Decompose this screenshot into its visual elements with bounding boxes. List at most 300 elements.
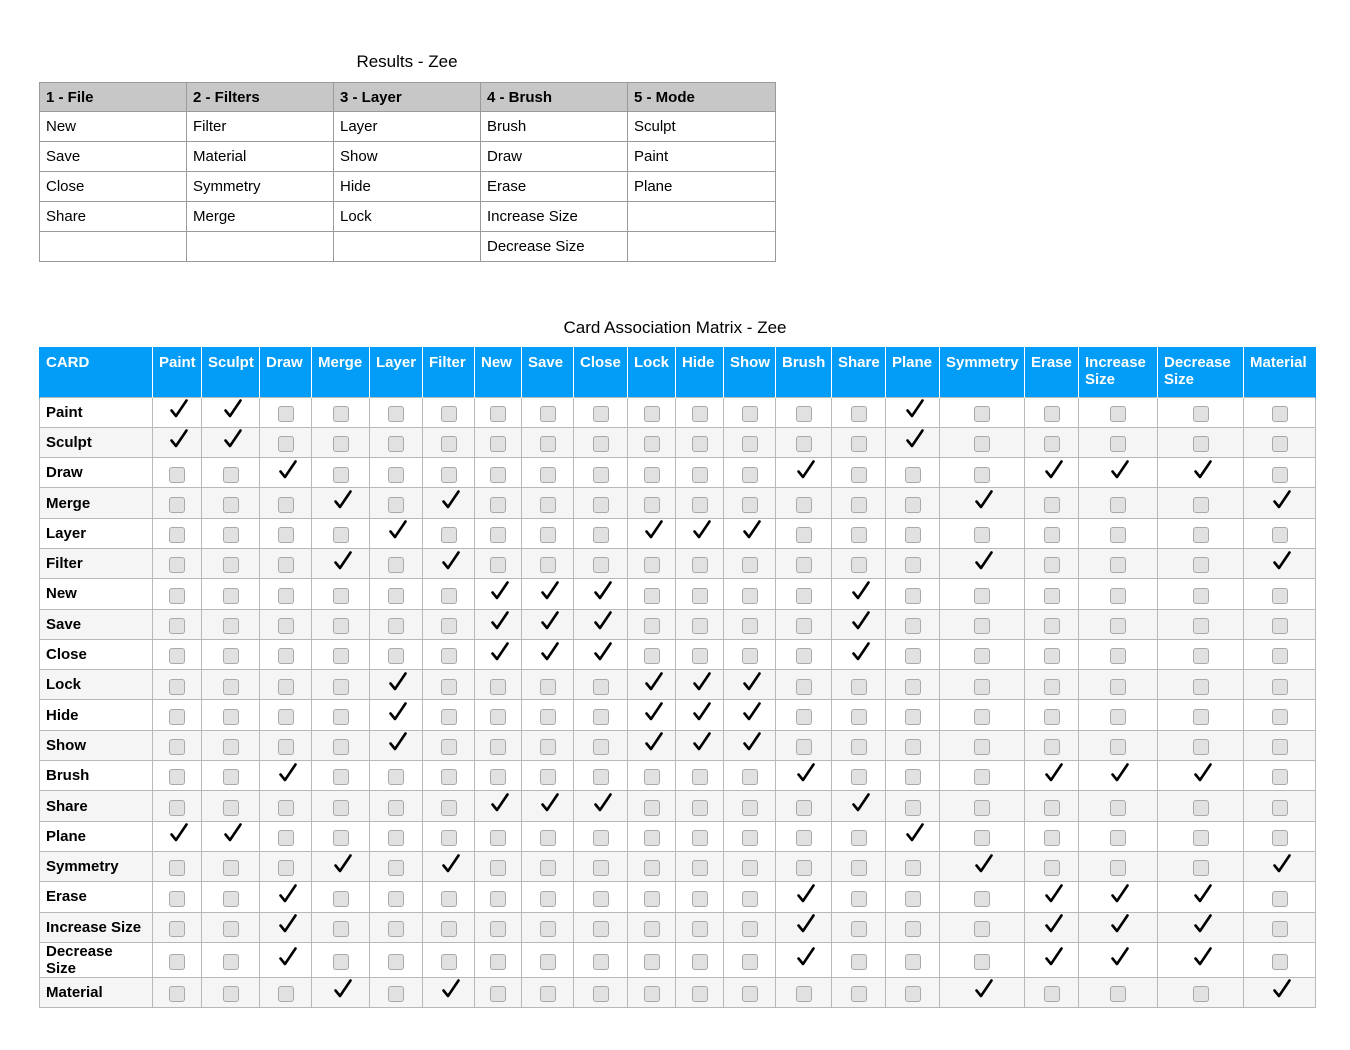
empty-checkbox[interactable]: [905, 679, 921, 695]
empty-checkbox[interactable]: [540, 497, 556, 513]
empty-checkbox[interactable]: [905, 648, 921, 664]
empty-checkbox[interactable]: [593, 527, 609, 543]
empty-checkbox[interactable]: [278, 436, 294, 452]
empty-checkbox[interactable]: [169, 800, 185, 816]
empty-checkbox[interactable]: [851, 497, 867, 513]
empty-checkbox[interactable]: [1110, 557, 1126, 573]
checkmark-icon[interactable]: [1272, 551, 1292, 571]
checkmark-icon[interactable]: [278, 947, 298, 967]
checkmark-icon[interactable]: [278, 914, 298, 934]
empty-checkbox[interactable]: [388, 618, 404, 634]
empty-checkbox[interactable]: [796, 986, 812, 1002]
empty-checkbox[interactable]: [441, 679, 457, 695]
empty-checkbox[interactable]: [490, 739, 506, 755]
empty-checkbox[interactable]: [593, 769, 609, 785]
checkmark-icon[interactable]: [1193, 947, 1213, 967]
empty-checkbox[interactable]: [388, 891, 404, 907]
empty-checkbox[interactable]: [169, 986, 185, 1002]
checkmark-icon[interactable]: [1044, 914, 1064, 934]
empty-checkbox[interactable]: [644, 921, 660, 937]
empty-checkbox[interactable]: [223, 860, 239, 876]
empty-checkbox[interactable]: [278, 739, 294, 755]
empty-checkbox[interactable]: [278, 648, 294, 664]
empty-checkbox[interactable]: [540, 467, 556, 483]
empty-checkbox[interactable]: [333, 436, 349, 452]
empty-checkbox[interactable]: [851, 739, 867, 755]
empty-checkbox[interactable]: [1110, 739, 1126, 755]
checkmark-icon[interactable]: [905, 823, 925, 843]
checkmark-icon[interactable]: [388, 732, 408, 752]
empty-checkbox[interactable]: [169, 557, 185, 573]
checkmark-icon[interactable]: [388, 520, 408, 540]
empty-checkbox[interactable]: [388, 986, 404, 1002]
empty-checkbox[interactable]: [540, 830, 556, 846]
empty-checkbox[interactable]: [692, 800, 708, 816]
empty-checkbox[interactable]: [905, 527, 921, 543]
empty-checkbox[interactable]: [593, 679, 609, 695]
empty-checkbox[interactable]: [441, 406, 457, 422]
empty-checkbox[interactable]: [278, 709, 294, 725]
checkmark-icon[interactable]: [974, 854, 994, 874]
checkmark-icon[interactable]: [644, 702, 664, 722]
empty-checkbox[interactable]: [1044, 527, 1060, 543]
empty-checkbox[interactable]: [1272, 618, 1288, 634]
empty-checkbox[interactable]: [490, 986, 506, 1002]
empty-checkbox[interactable]: [1044, 618, 1060, 634]
empty-checkbox[interactable]: [278, 986, 294, 1002]
empty-checkbox[interactable]: [1044, 860, 1060, 876]
empty-checkbox[interactable]: [851, 986, 867, 1002]
empty-checkbox[interactable]: [905, 921, 921, 937]
empty-checkbox[interactable]: [593, 557, 609, 573]
empty-checkbox[interactable]: [644, 557, 660, 573]
empty-checkbox[interactable]: [796, 860, 812, 876]
empty-checkbox[interactable]: [540, 921, 556, 937]
empty-checkbox[interactable]: [333, 921, 349, 937]
empty-checkbox[interactable]: [1272, 588, 1288, 604]
empty-checkbox[interactable]: [644, 860, 660, 876]
checkmark-icon[interactable]: [1272, 979, 1292, 999]
empty-checkbox[interactable]: [223, 527, 239, 543]
empty-checkbox[interactable]: [1193, 557, 1209, 573]
empty-checkbox[interactable]: [692, 648, 708, 664]
empty-checkbox[interactable]: [905, 497, 921, 513]
empty-checkbox[interactable]: [1272, 406, 1288, 422]
checkmark-icon[interactable]: [1272, 854, 1292, 874]
empty-checkbox[interactable]: [278, 588, 294, 604]
checkmark-icon[interactable]: [540, 642, 560, 662]
empty-checkbox[interactable]: [223, 769, 239, 785]
empty-checkbox[interactable]: [1110, 648, 1126, 664]
checkmark-icon[interactable]: [540, 793, 560, 813]
empty-checkbox[interactable]: [490, 830, 506, 846]
empty-checkbox[interactable]: [490, 406, 506, 422]
empty-checkbox[interactable]: [905, 986, 921, 1002]
empty-checkbox[interactable]: [441, 830, 457, 846]
checkmark-icon[interactable]: [742, 702, 762, 722]
checkmark-icon[interactable]: [333, 490, 353, 510]
empty-checkbox[interactable]: [974, 709, 990, 725]
checkmark-icon[interactable]: [644, 672, 664, 692]
empty-checkbox[interactable]: [169, 891, 185, 907]
empty-checkbox[interactable]: [1272, 800, 1288, 816]
empty-checkbox[interactable]: [490, 679, 506, 695]
empty-checkbox[interactable]: [278, 618, 294, 634]
empty-checkbox[interactable]: [388, 588, 404, 604]
empty-checkbox[interactable]: [974, 406, 990, 422]
empty-checkbox[interactable]: [644, 891, 660, 907]
empty-checkbox[interactable]: [1193, 588, 1209, 604]
checkmark-icon[interactable]: [223, 399, 243, 419]
empty-checkbox[interactable]: [593, 830, 609, 846]
empty-checkbox[interactable]: [490, 921, 506, 937]
empty-checkbox[interactable]: [540, 769, 556, 785]
empty-checkbox[interactable]: [441, 467, 457, 483]
empty-checkbox[interactable]: [851, 557, 867, 573]
empty-checkbox[interactable]: [1044, 588, 1060, 604]
checkmark-icon[interactable]: [441, 490, 461, 510]
empty-checkbox[interactable]: [742, 830, 758, 846]
checkmark-icon[interactable]: [1272, 490, 1292, 510]
empty-checkbox[interactable]: [441, 954, 457, 970]
empty-checkbox[interactable]: [644, 497, 660, 513]
empty-checkbox[interactable]: [441, 739, 457, 755]
empty-checkbox[interactable]: [278, 406, 294, 422]
empty-checkbox[interactable]: [1193, 527, 1209, 543]
empty-checkbox[interactable]: [974, 954, 990, 970]
checkmark-icon[interactable]: [169, 399, 189, 419]
empty-checkbox[interactable]: [278, 527, 294, 543]
empty-checkbox[interactable]: [1193, 860, 1209, 876]
empty-checkbox[interactable]: [742, 769, 758, 785]
checkmark-icon[interactable]: [851, 611, 871, 631]
empty-checkbox[interactable]: [851, 769, 867, 785]
empty-checkbox[interactable]: [974, 739, 990, 755]
empty-checkbox[interactable]: [742, 497, 758, 513]
empty-checkbox[interactable]: [1044, 986, 1060, 1002]
empty-checkbox[interactable]: [742, 618, 758, 634]
empty-checkbox[interactable]: [540, 527, 556, 543]
empty-checkbox[interactable]: [388, 921, 404, 937]
checkmark-icon[interactable]: [1110, 763, 1130, 783]
checkmark-icon[interactable]: [851, 793, 871, 813]
empty-checkbox[interactable]: [742, 557, 758, 573]
empty-checkbox[interactable]: [223, 921, 239, 937]
empty-checkbox[interactable]: [851, 467, 867, 483]
empty-checkbox[interactable]: [1272, 679, 1288, 695]
checkmark-icon[interactable]: [1110, 947, 1130, 967]
empty-checkbox[interactable]: [974, 891, 990, 907]
empty-checkbox[interactable]: [692, 860, 708, 876]
checkmark-icon[interactable]: [540, 611, 560, 631]
empty-checkbox[interactable]: [333, 739, 349, 755]
empty-checkbox[interactable]: [540, 891, 556, 907]
empty-checkbox[interactable]: [851, 891, 867, 907]
empty-checkbox[interactable]: [593, 954, 609, 970]
empty-checkbox[interactable]: [593, 497, 609, 513]
empty-checkbox[interactable]: [388, 557, 404, 573]
empty-checkbox[interactable]: [1110, 860, 1126, 876]
checkmark-icon[interactable]: [169, 429, 189, 449]
empty-checkbox[interactable]: [974, 800, 990, 816]
checkmark-icon[interactable]: [490, 581, 510, 601]
empty-checkbox[interactable]: [169, 497, 185, 513]
empty-checkbox[interactable]: [540, 406, 556, 422]
empty-checkbox[interactable]: [441, 769, 457, 785]
empty-checkbox[interactable]: [593, 467, 609, 483]
empty-checkbox[interactable]: [905, 769, 921, 785]
checkmark-icon[interactable]: [278, 460, 298, 480]
empty-checkbox[interactable]: [441, 588, 457, 604]
checkmark-icon[interactable]: [644, 520, 664, 540]
empty-checkbox[interactable]: [223, 800, 239, 816]
checkmark-icon[interactable]: [1110, 460, 1130, 480]
checkmark-icon[interactable]: [490, 793, 510, 813]
empty-checkbox[interactable]: [1272, 921, 1288, 937]
checkmark-icon[interactable]: [441, 854, 461, 874]
empty-checkbox[interactable]: [796, 527, 812, 543]
empty-checkbox[interactable]: [742, 648, 758, 664]
checkmark-icon[interactable]: [223, 429, 243, 449]
empty-checkbox[interactable]: [388, 406, 404, 422]
empty-checkbox[interactable]: [333, 891, 349, 907]
empty-checkbox[interactable]: [1044, 497, 1060, 513]
empty-checkbox[interactable]: [851, 527, 867, 543]
empty-checkbox[interactable]: [851, 954, 867, 970]
empty-checkbox[interactable]: [223, 467, 239, 483]
checkmark-icon[interactable]: [1193, 460, 1213, 480]
empty-checkbox[interactable]: [441, 436, 457, 452]
empty-checkbox[interactable]: [490, 436, 506, 452]
empty-checkbox[interactable]: [333, 830, 349, 846]
empty-checkbox[interactable]: [644, 648, 660, 664]
empty-checkbox[interactable]: [1110, 497, 1126, 513]
empty-checkbox[interactable]: [490, 557, 506, 573]
checkmark-icon[interactable]: [796, 884, 816, 904]
empty-checkbox[interactable]: [490, 769, 506, 785]
empty-checkbox[interactable]: [388, 467, 404, 483]
checkmark-icon[interactable]: [593, 611, 613, 631]
empty-checkbox[interactable]: [644, 769, 660, 785]
empty-checkbox[interactable]: [692, 557, 708, 573]
checkmark-icon[interactable]: [742, 732, 762, 752]
empty-checkbox[interactable]: [905, 709, 921, 725]
empty-checkbox[interactable]: [223, 679, 239, 695]
empty-checkbox[interactable]: [1272, 739, 1288, 755]
empty-checkbox[interactable]: [1193, 679, 1209, 695]
empty-checkbox[interactable]: [278, 800, 294, 816]
empty-checkbox[interactable]: [333, 588, 349, 604]
empty-checkbox[interactable]: [905, 891, 921, 907]
checkmark-icon[interactable]: [1044, 884, 1064, 904]
checkmark-icon[interactable]: [441, 551, 461, 571]
empty-checkbox[interactable]: [742, 588, 758, 604]
empty-checkbox[interactable]: [742, 467, 758, 483]
empty-checkbox[interactable]: [692, 436, 708, 452]
empty-checkbox[interactable]: [278, 497, 294, 513]
checkmark-icon[interactable]: [742, 672, 762, 692]
checkmark-icon[interactable]: [1044, 763, 1064, 783]
checkmark-icon[interactable]: [540, 581, 560, 601]
checkmark-icon[interactable]: [278, 763, 298, 783]
empty-checkbox[interactable]: [333, 954, 349, 970]
empty-checkbox[interactable]: [1272, 467, 1288, 483]
empty-checkbox[interactable]: [223, 739, 239, 755]
empty-checkbox[interactable]: [1110, 618, 1126, 634]
empty-checkbox[interactable]: [692, 497, 708, 513]
empty-checkbox[interactable]: [1193, 406, 1209, 422]
empty-checkbox[interactable]: [644, 986, 660, 1002]
empty-checkbox[interactable]: [223, 557, 239, 573]
empty-checkbox[interactable]: [851, 921, 867, 937]
checkmark-icon[interactable]: [593, 581, 613, 601]
empty-checkbox[interactable]: [905, 588, 921, 604]
checkmark-icon[interactable]: [441, 979, 461, 999]
empty-checkbox[interactable]: [490, 527, 506, 543]
empty-checkbox[interactable]: [490, 954, 506, 970]
empty-checkbox[interactable]: [742, 800, 758, 816]
empty-checkbox[interactable]: [333, 648, 349, 664]
empty-checkbox[interactable]: [974, 436, 990, 452]
checkmark-icon[interactable]: [333, 979, 353, 999]
empty-checkbox[interactable]: [974, 830, 990, 846]
empty-checkbox[interactable]: [223, 986, 239, 1002]
empty-checkbox[interactable]: [169, 860, 185, 876]
empty-checkbox[interactable]: [388, 800, 404, 816]
empty-checkbox[interactable]: [1193, 830, 1209, 846]
empty-checkbox[interactable]: [540, 739, 556, 755]
empty-checkbox[interactable]: [223, 891, 239, 907]
empty-checkbox[interactable]: [490, 709, 506, 725]
empty-checkbox[interactable]: [1110, 679, 1126, 695]
empty-checkbox[interactable]: [169, 954, 185, 970]
checkmark-icon[interactable]: [278, 884, 298, 904]
empty-checkbox[interactable]: [644, 830, 660, 846]
empty-checkbox[interactable]: [644, 436, 660, 452]
empty-checkbox[interactable]: [1272, 436, 1288, 452]
empty-checkbox[interactable]: [796, 648, 812, 664]
empty-checkbox[interactable]: [441, 921, 457, 937]
empty-checkbox[interactable]: [540, 860, 556, 876]
empty-checkbox[interactable]: [851, 406, 867, 422]
empty-checkbox[interactable]: [441, 891, 457, 907]
empty-checkbox[interactable]: [1044, 709, 1060, 725]
checkmark-icon[interactable]: [333, 551, 353, 571]
empty-checkbox[interactable]: [1193, 986, 1209, 1002]
empty-checkbox[interactable]: [1110, 986, 1126, 1002]
empty-checkbox[interactable]: [644, 467, 660, 483]
empty-checkbox[interactable]: [974, 769, 990, 785]
empty-checkbox[interactable]: [278, 557, 294, 573]
empty-checkbox[interactable]: [593, 921, 609, 937]
empty-checkbox[interactable]: [796, 709, 812, 725]
empty-checkbox[interactable]: [223, 648, 239, 664]
empty-checkbox[interactable]: [593, 986, 609, 1002]
checkmark-icon[interactable]: [490, 611, 510, 631]
empty-checkbox[interactable]: [490, 497, 506, 513]
checkmark-icon[interactable]: [1044, 460, 1064, 480]
empty-checkbox[interactable]: [1272, 648, 1288, 664]
empty-checkbox[interactable]: [441, 800, 457, 816]
empty-checkbox[interactable]: [742, 860, 758, 876]
empty-checkbox[interactable]: [593, 891, 609, 907]
checkmark-icon[interactable]: [169, 823, 189, 843]
empty-checkbox[interactable]: [905, 557, 921, 573]
empty-checkbox[interactable]: [388, 830, 404, 846]
empty-checkbox[interactable]: [388, 954, 404, 970]
checkmark-icon[interactable]: [1110, 884, 1130, 904]
checkmark-icon[interactable]: [851, 642, 871, 662]
empty-checkbox[interactable]: [441, 527, 457, 543]
empty-checkbox[interactable]: [333, 406, 349, 422]
checkmark-icon[interactable]: [796, 914, 816, 934]
empty-checkbox[interactable]: [1044, 800, 1060, 816]
checkmark-icon[interactable]: [974, 979, 994, 999]
empty-checkbox[interactable]: [851, 436, 867, 452]
empty-checkbox[interactable]: [644, 954, 660, 970]
checkmark-icon[interactable]: [388, 672, 408, 692]
empty-checkbox[interactable]: [1193, 800, 1209, 816]
empty-checkbox[interactable]: [742, 986, 758, 1002]
empty-checkbox[interactable]: [333, 679, 349, 695]
empty-checkbox[interactable]: [851, 679, 867, 695]
empty-checkbox[interactable]: [223, 588, 239, 604]
empty-checkbox[interactable]: [796, 557, 812, 573]
empty-checkbox[interactable]: [1110, 830, 1126, 846]
checkmark-icon[interactable]: [692, 520, 712, 540]
empty-checkbox[interactable]: [333, 769, 349, 785]
empty-checkbox[interactable]: [1193, 739, 1209, 755]
checkmark-icon[interactable]: [593, 642, 613, 662]
empty-checkbox[interactable]: [692, 954, 708, 970]
empty-checkbox[interactable]: [742, 921, 758, 937]
empty-checkbox[interactable]: [593, 436, 609, 452]
empty-checkbox[interactable]: [1110, 588, 1126, 604]
empty-checkbox[interactable]: [974, 679, 990, 695]
empty-checkbox[interactable]: [796, 739, 812, 755]
empty-checkbox[interactable]: [1110, 527, 1126, 543]
empty-checkbox[interactable]: [169, 921, 185, 937]
empty-checkbox[interactable]: [593, 709, 609, 725]
empty-checkbox[interactable]: [169, 648, 185, 664]
empty-checkbox[interactable]: [974, 921, 990, 937]
checkmark-icon[interactable]: [796, 947, 816, 967]
checkmark-icon[interactable]: [796, 460, 816, 480]
empty-checkbox[interactable]: [1272, 891, 1288, 907]
empty-checkbox[interactable]: [388, 769, 404, 785]
checkmark-icon[interactable]: [333, 854, 353, 874]
empty-checkbox[interactable]: [169, 769, 185, 785]
empty-checkbox[interactable]: [1044, 739, 1060, 755]
empty-checkbox[interactable]: [742, 406, 758, 422]
empty-checkbox[interactable]: [1272, 527, 1288, 543]
empty-checkbox[interactable]: [1110, 800, 1126, 816]
empty-checkbox[interactable]: [540, 709, 556, 725]
empty-checkbox[interactable]: [441, 648, 457, 664]
empty-checkbox[interactable]: [1044, 436, 1060, 452]
empty-checkbox[interactable]: [169, 618, 185, 634]
empty-checkbox[interactable]: [644, 618, 660, 634]
empty-checkbox[interactable]: [1193, 618, 1209, 634]
empty-checkbox[interactable]: [1044, 557, 1060, 573]
checkmark-icon[interactable]: [974, 490, 994, 510]
empty-checkbox[interactable]: [692, 921, 708, 937]
checkmark-icon[interactable]: [490, 642, 510, 662]
empty-checkbox[interactable]: [692, 891, 708, 907]
empty-checkbox[interactable]: [905, 860, 921, 876]
checkmark-icon[interactable]: [1193, 914, 1213, 934]
empty-checkbox[interactable]: [593, 739, 609, 755]
